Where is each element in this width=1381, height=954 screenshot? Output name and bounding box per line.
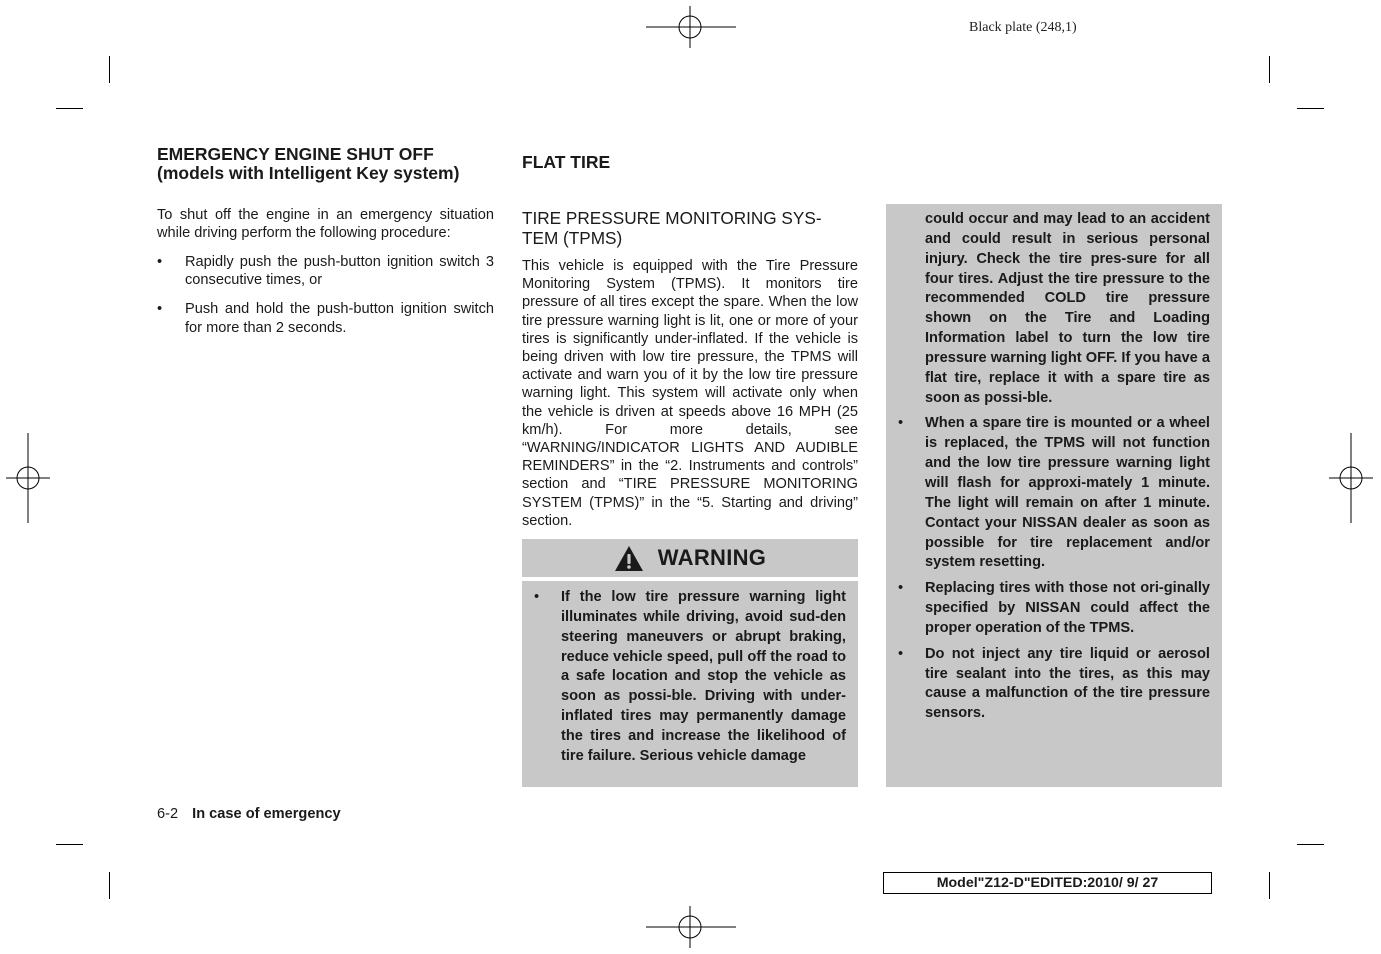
warning-triangle-icon	[614, 545, 644, 572]
tpms-subheading: TIRE PRESSURE MONITORING SYS-TEM (TPMS)	[522, 208, 822, 248]
section-heading	[157, 145, 502, 183]
section-heading-line: EMERGENCY ENGINE SHUT OFF	[157, 144, 434, 164]
section-heading-line: (models with Intelligent Key system)	[157, 163, 460, 183]
crop-mark	[1269, 56, 1270, 83]
warning-item: • If the low tire pressure warning light illuminates while driving, avoid sud-den steering maneuvers or abrupt braking, reduce vehicle speed, pull off the road to a safe location and stop the vehicle as soon as possi-ble. Driving with under-inflated tires may permanently damage the tires and increase the likelihood of tire failure. Serious vehicle damage	[522, 588, 846, 767]
warning-item: • When a spare tire is mounted or a wheel is replaced, the TPMS will not function and the low tire pressure warning light will flash for approxi-mately 1 minute. The light will remain on after 1 minute. Contact your NISSAN dealer as soon as possible for tire replacement and/or system resetting.	[886, 414, 1210, 573]
registration-mark-icon	[646, 906, 736, 948]
warning-header	[522, 539, 858, 577]
procedure-list	[157, 253, 494, 348]
registration-mark-icon	[646, 6, 736, 48]
crop-mark	[56, 108, 83, 109]
page-footer	[157, 806, 341, 822]
intro-paragraph: To shut off the engine in an emergency situation while driving perform the following procedure:	[157, 207, 494, 242]
section-name: In case of emergency	[192, 806, 341, 822]
crop-mark	[109, 872, 110, 899]
warning-list	[522, 588, 846, 767]
model-edit-box	[883, 872, 1212, 894]
page-number: 6-2	[157, 806, 179, 822]
crop-mark	[1297, 108, 1324, 109]
registration-mark-icon	[1329, 433, 1373, 523]
warning-list	[886, 414, 1210, 724]
edited-date: 2010/ 9/ 27	[1087, 875, 1159, 891]
warning-item: • Replacing tires with those not ori-ginally specified by NISSAN could affect the proper operation of the TPMS.	[886, 579, 1210, 639]
tpms-paragraph: This vehicle is equipped with the Tire Pressure Monitoring System (TPMS). It monitors tire pressure of all tires except the spare. When the low tire pressure warning light is lit, one or more of your tires is significantly under-inflated. If the vehicle is being driven with low tire pressure, the TPMS will activate and warn you of it by the low tire pressure warning light. This system will activate only when the vehicle is driven at speeds above 16 MPH (25 km/h). For more details, see “WARNING/INDICATOR LIGHTS AND AUDIBLE REMINDERS” in the “2. Instruments and controls” section and “TIRE PRESSURE MONITORING SYSTEM (TPMS)” in the “5. Starting and driving” section.	[522, 258, 858, 529]
model-label: Model	[936, 875, 978, 891]
model-code: "Z12-D"	[977, 875, 1031, 891]
registration-mark-icon	[6, 433, 50, 523]
warning-box	[522, 581, 858, 787]
list-item: • Push and hold the push-button ignition switch for more than 2 seconds.	[157, 300, 494, 336]
crop-mark	[1297, 844, 1324, 845]
edited-label: EDITED:	[1030, 875, 1088, 891]
warning-box-continued	[886, 204, 1222, 787]
crop-mark	[56, 844, 83, 845]
warning-continuation: could occur and may lead to an accident and could result in serious personal injury. Check the tire pres-sure for all four tires. Adjust the tire pressure to the recommended COLD tire pressure shown on the Tire and Loading Information label to turn the low tire pressure warning light OFF. If you have a flat tire, replace it with a spare tire as soon as possi-ble.	[925, 211, 1210, 406]
warning-title: WARNING	[657, 545, 767, 570]
list-item: • Rapidly push the push-button ignition switch 3 consecutive times, or	[157, 253, 494, 289]
crop-mark	[109, 56, 110, 83]
crop-mark	[1269, 872, 1270, 899]
plate-label: Black plate (248,1)	[969, 20, 1077, 35]
warning-item: • Do not inject any tire liquid or aerosol tire sealant into the tires, as this may cause a malfunction of the tire pressure sensors.	[886, 645, 1210, 724]
flat-tire-heading: FLAT TIRE	[522, 152, 611, 172]
